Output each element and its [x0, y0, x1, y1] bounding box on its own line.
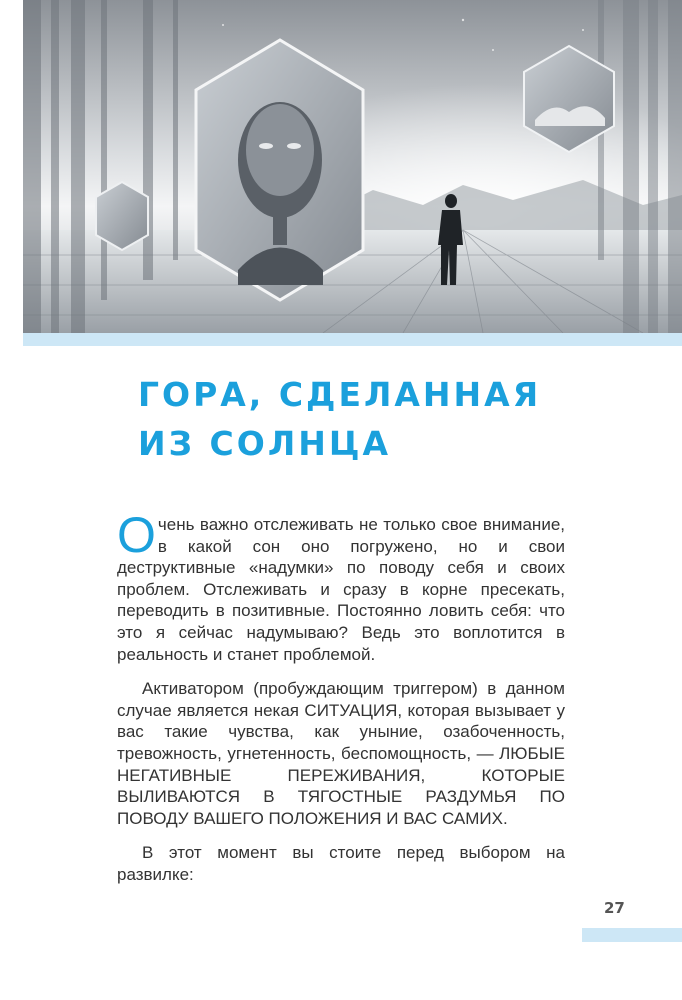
paragraph-3: В этот момент вы стоите перед выбором на развилке:: [117, 843, 565, 884]
chapter-title: [138, 370, 658, 468]
page-number: 27: [604, 899, 625, 917]
paragraph-1-text: чень важно отслеживать не только свое внимание, в какой сон оно погружено, но и свои деструктивные «надумки» по поводу себя и своих проблем. Отслеживать и сразу в корне пресекать, переводить в позитивные. Постоянно ловить себя: что это я сейчас надумываю? Ведь это воплотится в реальность и станет проблемой.: [117, 515, 565, 664]
header-accent-band: [23, 333, 682, 346]
footer-accent-band: [582, 928, 682, 942]
chapter-title-line-1: ГОРА, СДЕЛАННАЯ: [138, 375, 542, 414]
body-text: [117, 507, 565, 899]
chapter-illustration: [23, 0, 682, 333]
chapter-title-line-2: ИЗ СОЛНЦА: [138, 424, 392, 463]
paragraph-1: [117, 507, 565, 665]
paragraph-2: Активатором (пробуждающим триггером) в данном случае является некая СИТУАЦИЯ, которая вызывает у вас такие чувства, как уныние, озабоченность, тревожность, угнетенность, беспомощность, — ЛЮБЫЕ НЕГАТИВНЫЕ ПЕРЕЖИВАНИЯ, КОТОРЫЕ ВЫЛИВАЮТСЯ В ТЯГОСТНЫЕ РАЗДУМЬЯ ПО ПОВОДУ ВАШЕГО ПОЛОЖЕНИЯ И ВАС САМИХ.: [117, 679, 565, 828]
drop-cap: О: [117, 507, 156, 563]
